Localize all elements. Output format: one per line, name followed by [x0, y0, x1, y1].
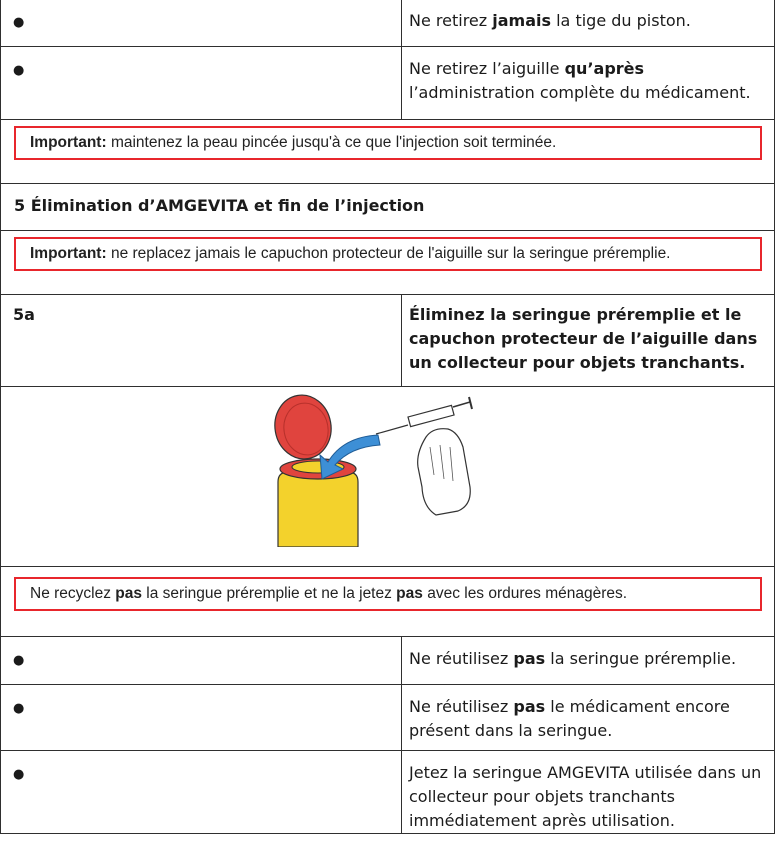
- bullet: ●: [13, 63, 25, 78]
- text-post: le médicament encore présent dans la seringue.: [409, 697, 730, 740]
- container-cap: [269, 391, 335, 464]
- table-row: [1, 567, 775, 637]
- text-post: l’administration complète du médicament.: [409, 83, 751, 102]
- warning-text: avec les ordures ménagères.: [422, 585, 628, 602]
- bullet-cell: [1, 685, 402, 751]
- important-box: [14, 126, 762, 160]
- bullet-cell: [1, 751, 402, 834]
- syringe-icon: [376, 397, 472, 434]
- table-row: [1, 387, 775, 567]
- bullet: ●: [13, 653, 25, 668]
- important-text: maintenez la peau pincée jusqu'à ce que l'injection soit terminée.: [106, 134, 557, 151]
- bullet-cell: [1, 0, 402, 47]
- warning-text: Ne recyclez: [30, 585, 116, 602]
- text-plain: Jetez la seringue AMGEVITA utilisée dans un collecteur pour objets tranchants immédiatement après utilisation.: [409, 763, 762, 830]
- text-bold: pas: [513, 697, 546, 716]
- important-cell: [1, 120, 775, 184]
- instruction-text: [402, 47, 775, 120]
- table-row: [1, 47, 775, 120]
- text-pre: Ne réutilisez: [409, 697, 514, 716]
- warning-text: la seringue préremplie et ne la jetez: [142, 585, 397, 602]
- text-post: la tige du piston.: [551, 11, 691, 30]
- warning-bold: pas: [396, 585, 423, 602]
- important-text: ne replacez jamais le capuchon protecteur de l'aiguille sur la seringue préremplie.: [106, 245, 671, 262]
- text-bold: qu’après: [564, 59, 645, 78]
- important-label: Important:: [30, 134, 107, 151]
- bullet: ●: [13, 701, 25, 716]
- illustration-cell: [1, 387, 775, 567]
- step-text: Éliminez la seringue préremplie et le capuchon protecteur de l’aiguille dans un collecteur pour objets tranchants.: [409, 305, 758, 372]
- important-box: [14, 237, 762, 271]
- table-row: [1, 751, 775, 834]
- sharps-disposal-illustration: [258, 387, 518, 547]
- text-pre: Ne réutilisez: [409, 649, 514, 668]
- table-row: [1, 231, 775, 295]
- table-row: [1, 120, 775, 184]
- table-row: [1, 637, 775, 685]
- hand-icon: [417, 429, 470, 515]
- instruction-text: [402, 637, 775, 685]
- warning-bold: pas: [115, 585, 142, 602]
- text-bold: pas: [513, 649, 546, 668]
- step-number-cell: [1, 295, 402, 387]
- warning-cell: [1, 567, 775, 637]
- container-body: [278, 472, 358, 547]
- text-pre: Ne retirez: [409, 11, 493, 30]
- important-label: Important:: [30, 245, 107, 262]
- text-post: la seringue préremplie.: [545, 649, 737, 668]
- text-pre: Ne retirez l’aiguille: [409, 59, 565, 78]
- table-row: [1, 0, 775, 47]
- section-cell: [1, 184, 775, 231]
- bullet: ●: [13, 15, 25, 30]
- table-row: [1, 295, 775, 387]
- text-bold: jamais: [492, 11, 552, 30]
- table-row: [1, 184, 775, 231]
- instruction-text: [402, 685, 775, 751]
- warning-box: [14, 577, 762, 611]
- step-number: 5a: [13, 305, 35, 324]
- bullet-cell: [1, 47, 402, 120]
- step-text-cell: [402, 295, 775, 387]
- instruction-text: [402, 751, 775, 834]
- important-cell: [1, 231, 775, 295]
- instruction-text: [402, 0, 775, 47]
- section-title: 5 Élimination d’AMGEVITA et fin de l’injection: [14, 196, 425, 215]
- bullet: ●: [13, 767, 25, 782]
- bullet-cell: [1, 637, 402, 685]
- table-row: [1, 685, 775, 751]
